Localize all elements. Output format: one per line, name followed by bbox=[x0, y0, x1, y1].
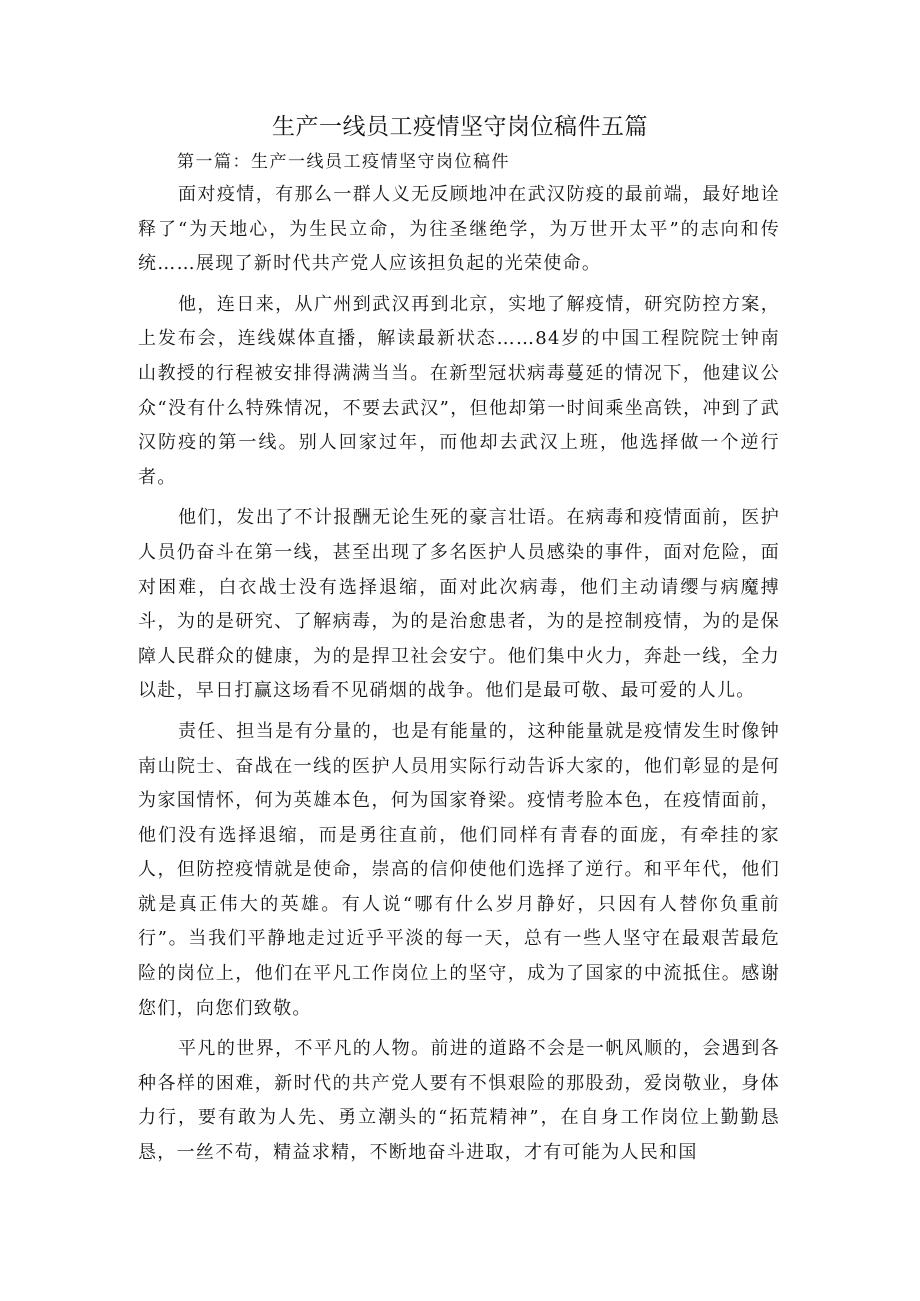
paragraph-1: 面对疫情，有那么一群人义无反顾地冲在武汉防疫的最前端，最好地诠释了“为天地心，为生民立命，为往圣继绝学，为万世开太平”的志向和传统……展现了新时代共产党人应该担负起的光荣使命。 bbox=[138, 184, 780, 275]
document-body bbox=[138, 178, 780, 1177]
paragraph-5: 平凡的世界，不平凡的人物。前进的道路不会是一帆风顺的，会遇到各种各样的困难，新时代的共产党人要有不惧艰险的那股劲，爱岗敬业，身体力行，要有敢为人先、勇立潮头的“拓荒精神”，在自身工作岗位上勤勤恳恳，一丝不苟，精益求精，不断地奋斗进取，才有可能为人民和国 bbox=[138, 1038, 780, 1164]
paragraph-3: 他们，发出了不计报酬无论生死的豪言壮语。在病毒和疫情面前，医护人员仍奋斗在第一线，甚至出现了多名医护人员感染的事件，面对危险，面对困难，白衣战士没有选择退缩，面对此次病毒，他们主动请缨与病魔搏斗，为的是研究、了解病毒，为的是治愈患者，为的是控制疫情，为的是保障人民群众的健康，为的是捍卫社会安宁。他们集中火力，奔赴一线，全力以赴，早日打赢这场看不见硝烟的战争。他们是最可敬、最可爱的人儿。 bbox=[138, 507, 780, 702]
document-title: 生产一线员工疫情坚守岗位稿件五篇 bbox=[272, 114, 648, 140]
paragraph-2: 他，连日来，从广州到武汉再到北京，实地了解疫情，研究防控方案，上发布会，连线媒体直播，解读最新状态……84岁的中国工程院院士钟南山教授的行程被安排得满满当当。在新型冠状病毒蔓延的情况下，他建议公众“没有什么特殊情况，不要去武汉”，但他却第一时间乘坐高铁，冲到了武汉防疫的第一线。别人回家过年，而他却去武汉上班，他选择做一个逆行者。 bbox=[138, 293, 780, 488]
paragraph-4: 责任、担当是有分量的，也是有能量的，这种能量就是疫情发生时像钟南山院士、奋战在一线的医护人员用实际行动告诉大家的，他们彰显的是何为家国情怀，何为英雄本色，何为国家脊梁。疫情考脸本色，在疫情面前，他们没有选择退缩，而是勇往直前，他们同样有青春的面庞，有牵挂的家人，但防控疫情就是使命，崇高的信仰使他们选择了逆行。和平年代，他们就是真正伟大的英雄。有人说“哪有什么岁月静好，只因有人替你负重前行”。当我们平静地走过近乎平淡的每一天，总有一些人坚守在最艰苦最危险的岗位上，他们在平凡工作岗位上的坚守，成为了国家的中流抵住。感谢您们，向您们致敬。 bbox=[138, 720, 780, 1019]
section-heading: 第一篇：生产一线员工疫情坚守岗位稿件 bbox=[177, 152, 510, 172]
